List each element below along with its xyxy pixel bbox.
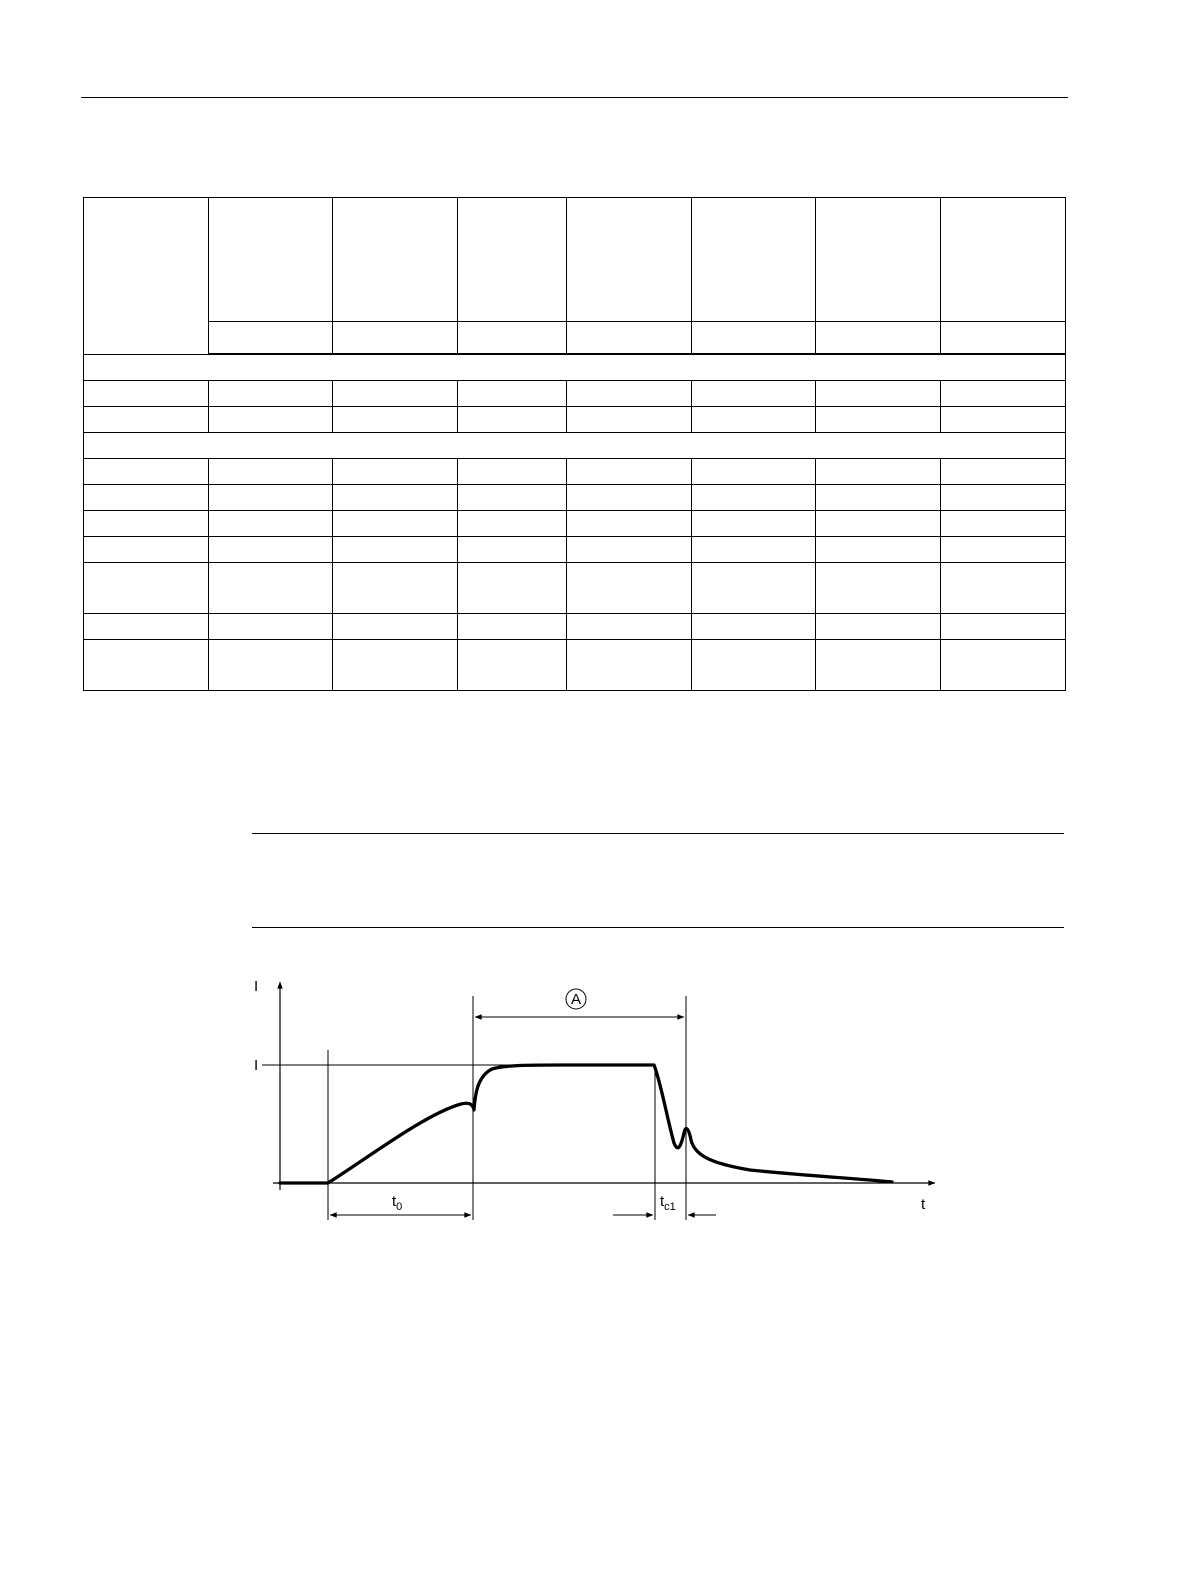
- table-header-cell: [941, 198, 1066, 322]
- tc1-label: $t_{c1}$: [660, 1193, 676, 1213]
- table-group-cell: [84, 354, 1066, 381]
- table-header-cell: [692, 198, 816, 322]
- current-waveform-figure: [240, 968, 960, 1228]
- table-header-cell: [458, 198, 567, 322]
- table-row: [84, 563, 1066, 614]
- table-units-cell: [209, 322, 333, 355]
- table-row: [84, 485, 1066, 511]
- marker-a-label: A: [570, 991, 582, 1008]
- table-row: [84, 511, 1066, 537]
- y-axis-label: I: [254, 978, 259, 995]
- table-header-row: [84, 198, 1066, 322]
- table-header-cell: [816, 198, 941, 322]
- current-level-label: I: [254, 1057, 259, 1074]
- t0-label: $t_0$: [392, 1193, 403, 1213]
- table-row: [84, 640, 1066, 691]
- table-group-row: [84, 433, 1066, 459]
- table-units-row: [84, 322, 1066, 355]
- table-units-cell: [692, 322, 816, 355]
- table-header-cell: [567, 198, 692, 322]
- header-rule: [81, 97, 1068, 98]
- table-row: [84, 381, 1066, 407]
- table-units-cell: [941, 322, 1066, 355]
- table-row: [84, 407, 1066, 433]
- table-units-cell: [816, 322, 941, 355]
- note-rule-top: [252, 833, 1064, 834]
- specification-table: [83, 197, 1066, 691]
- table-row: [84, 537, 1066, 563]
- table-header-cell: [333, 198, 458, 322]
- table-header-cell: [84, 198, 209, 355]
- table-group-row: [84, 354, 1066, 381]
- x-axis-label: t: [921, 1196, 926, 1213]
- table-units-cell: [567, 322, 692, 355]
- table-row: [84, 459, 1066, 485]
- note-rule-bottom: [252, 927, 1064, 928]
- current-curve: [280, 1065, 892, 1183]
- table-row: [84, 614, 1066, 640]
- table-units-cell: [333, 322, 458, 355]
- table-group-cell: [84, 433, 1066, 459]
- table-header-cell: [209, 198, 333, 322]
- table-units-cell: [458, 322, 567, 355]
